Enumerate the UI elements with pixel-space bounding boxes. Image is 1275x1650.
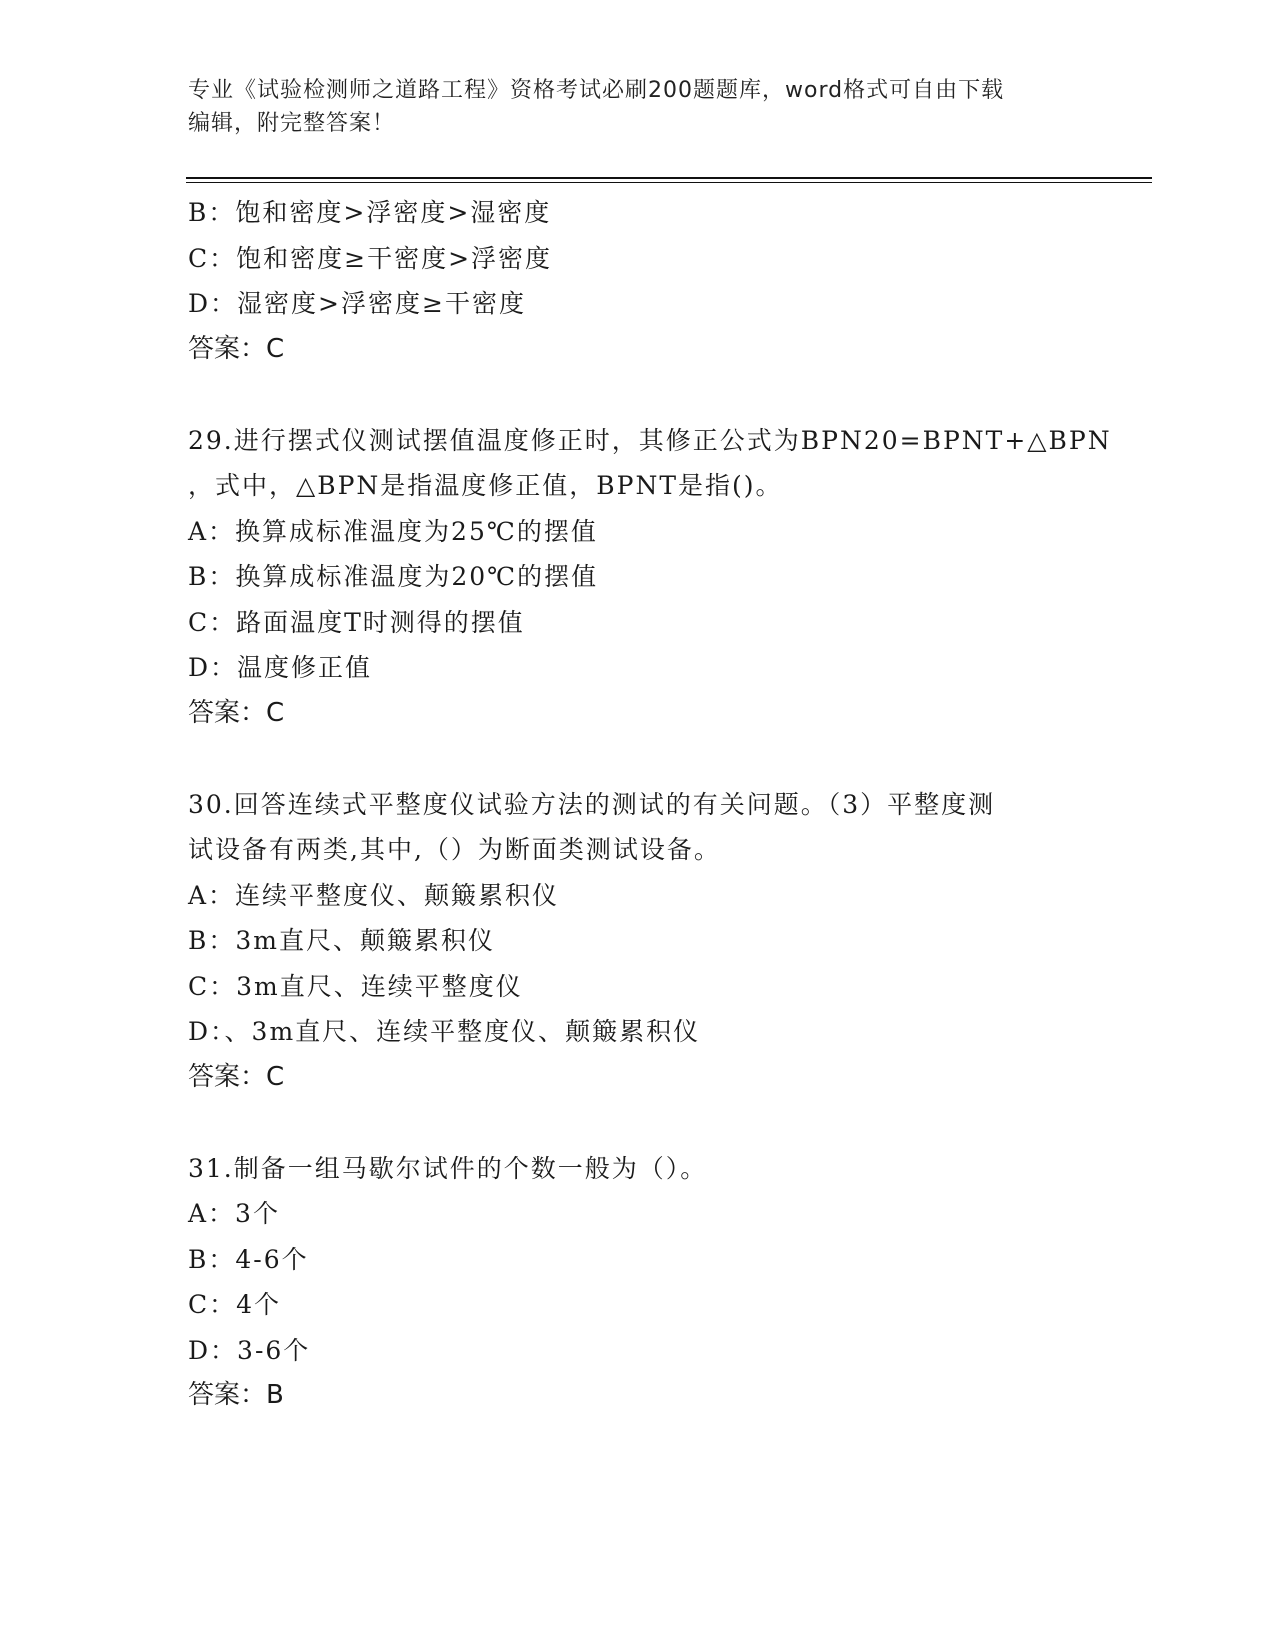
answer-line: 答案：B [188,1380,284,1410]
question-block-prev [188,190,1088,372]
document-header [188,74,1068,140]
question-stem-line-1: 30.回答连续式平整度仪试验方法的测试的有关问题。（3）平整度测 [188,789,996,819]
header-title-line-1: 专业《试验检测师之道路工程》资格考试必刷200题题库，word格式可自由下载 [188,78,1005,103]
option-d: D：温度修正值 [188,653,373,682]
question-list [188,190,1112,1419]
option-b: B：3m直尺、颠簸累积仪 [188,926,495,955]
spacer [188,372,1088,418]
option-c: C：4个 [188,1290,282,1319]
option-d: D：湿密度>浮密度≥干密度 [188,289,526,318]
option-c: C：饱和密度≥干密度>浮密度 [188,243,553,273]
answer-line: 答案：C [188,1061,285,1092]
answer-line: 答案：C [188,697,285,728]
question-stem-line-2: ，式中，△BPN是指温度修正值，BPNT是指()。 [188,471,783,500]
option-b: B：4-6个 [188,1244,309,1274]
question-stem-line-1: 29.进行摆式仪测试摆值温度修正时，其修正公式为BPN20=BPNT+△BPN [188,425,1112,455]
option-c: C：路面温度T时测得的摆值 [188,607,525,637]
question-block-30 [188,782,1088,1101]
question-stem-line-2: 试设备有两类,其中,（）为断面类测试设备。 [188,835,721,864]
question-stem-line-1: 31.制备一组马歇尔试件的个数一般为（）。 [188,1153,708,1183]
option-b: B：换算成标准温度为20℃的摆值 [188,562,599,591]
question-block-31 [188,1146,1088,1419]
option-d: D：3-6个 [188,1335,311,1365]
option-c: C：3m直尺、连续平整度仪 [188,971,523,1001]
option-a: A：换算成标准温度为25℃的摆值 [188,516,598,546]
spacer [188,1100,1088,1146]
question-block-29 [188,418,1112,737]
header-divider-thin [186,182,1152,183]
spacer [188,736,1088,782]
header-title-line-2: 编辑，附完整答案！ [188,111,396,136]
option-b: B：饱和密度>浮密度>湿密度 [188,198,552,227]
option-a: A：连续平整度仪、颠簸累积仪 [188,880,560,910]
header-divider-thick [186,177,1152,179]
option-d: D：、3m直尺、连续平整度仪、颠簸累积仪 [188,1017,701,1046]
answer-line: 答案：C [188,333,285,364]
option-a: A：3个 [188,1199,280,1228]
